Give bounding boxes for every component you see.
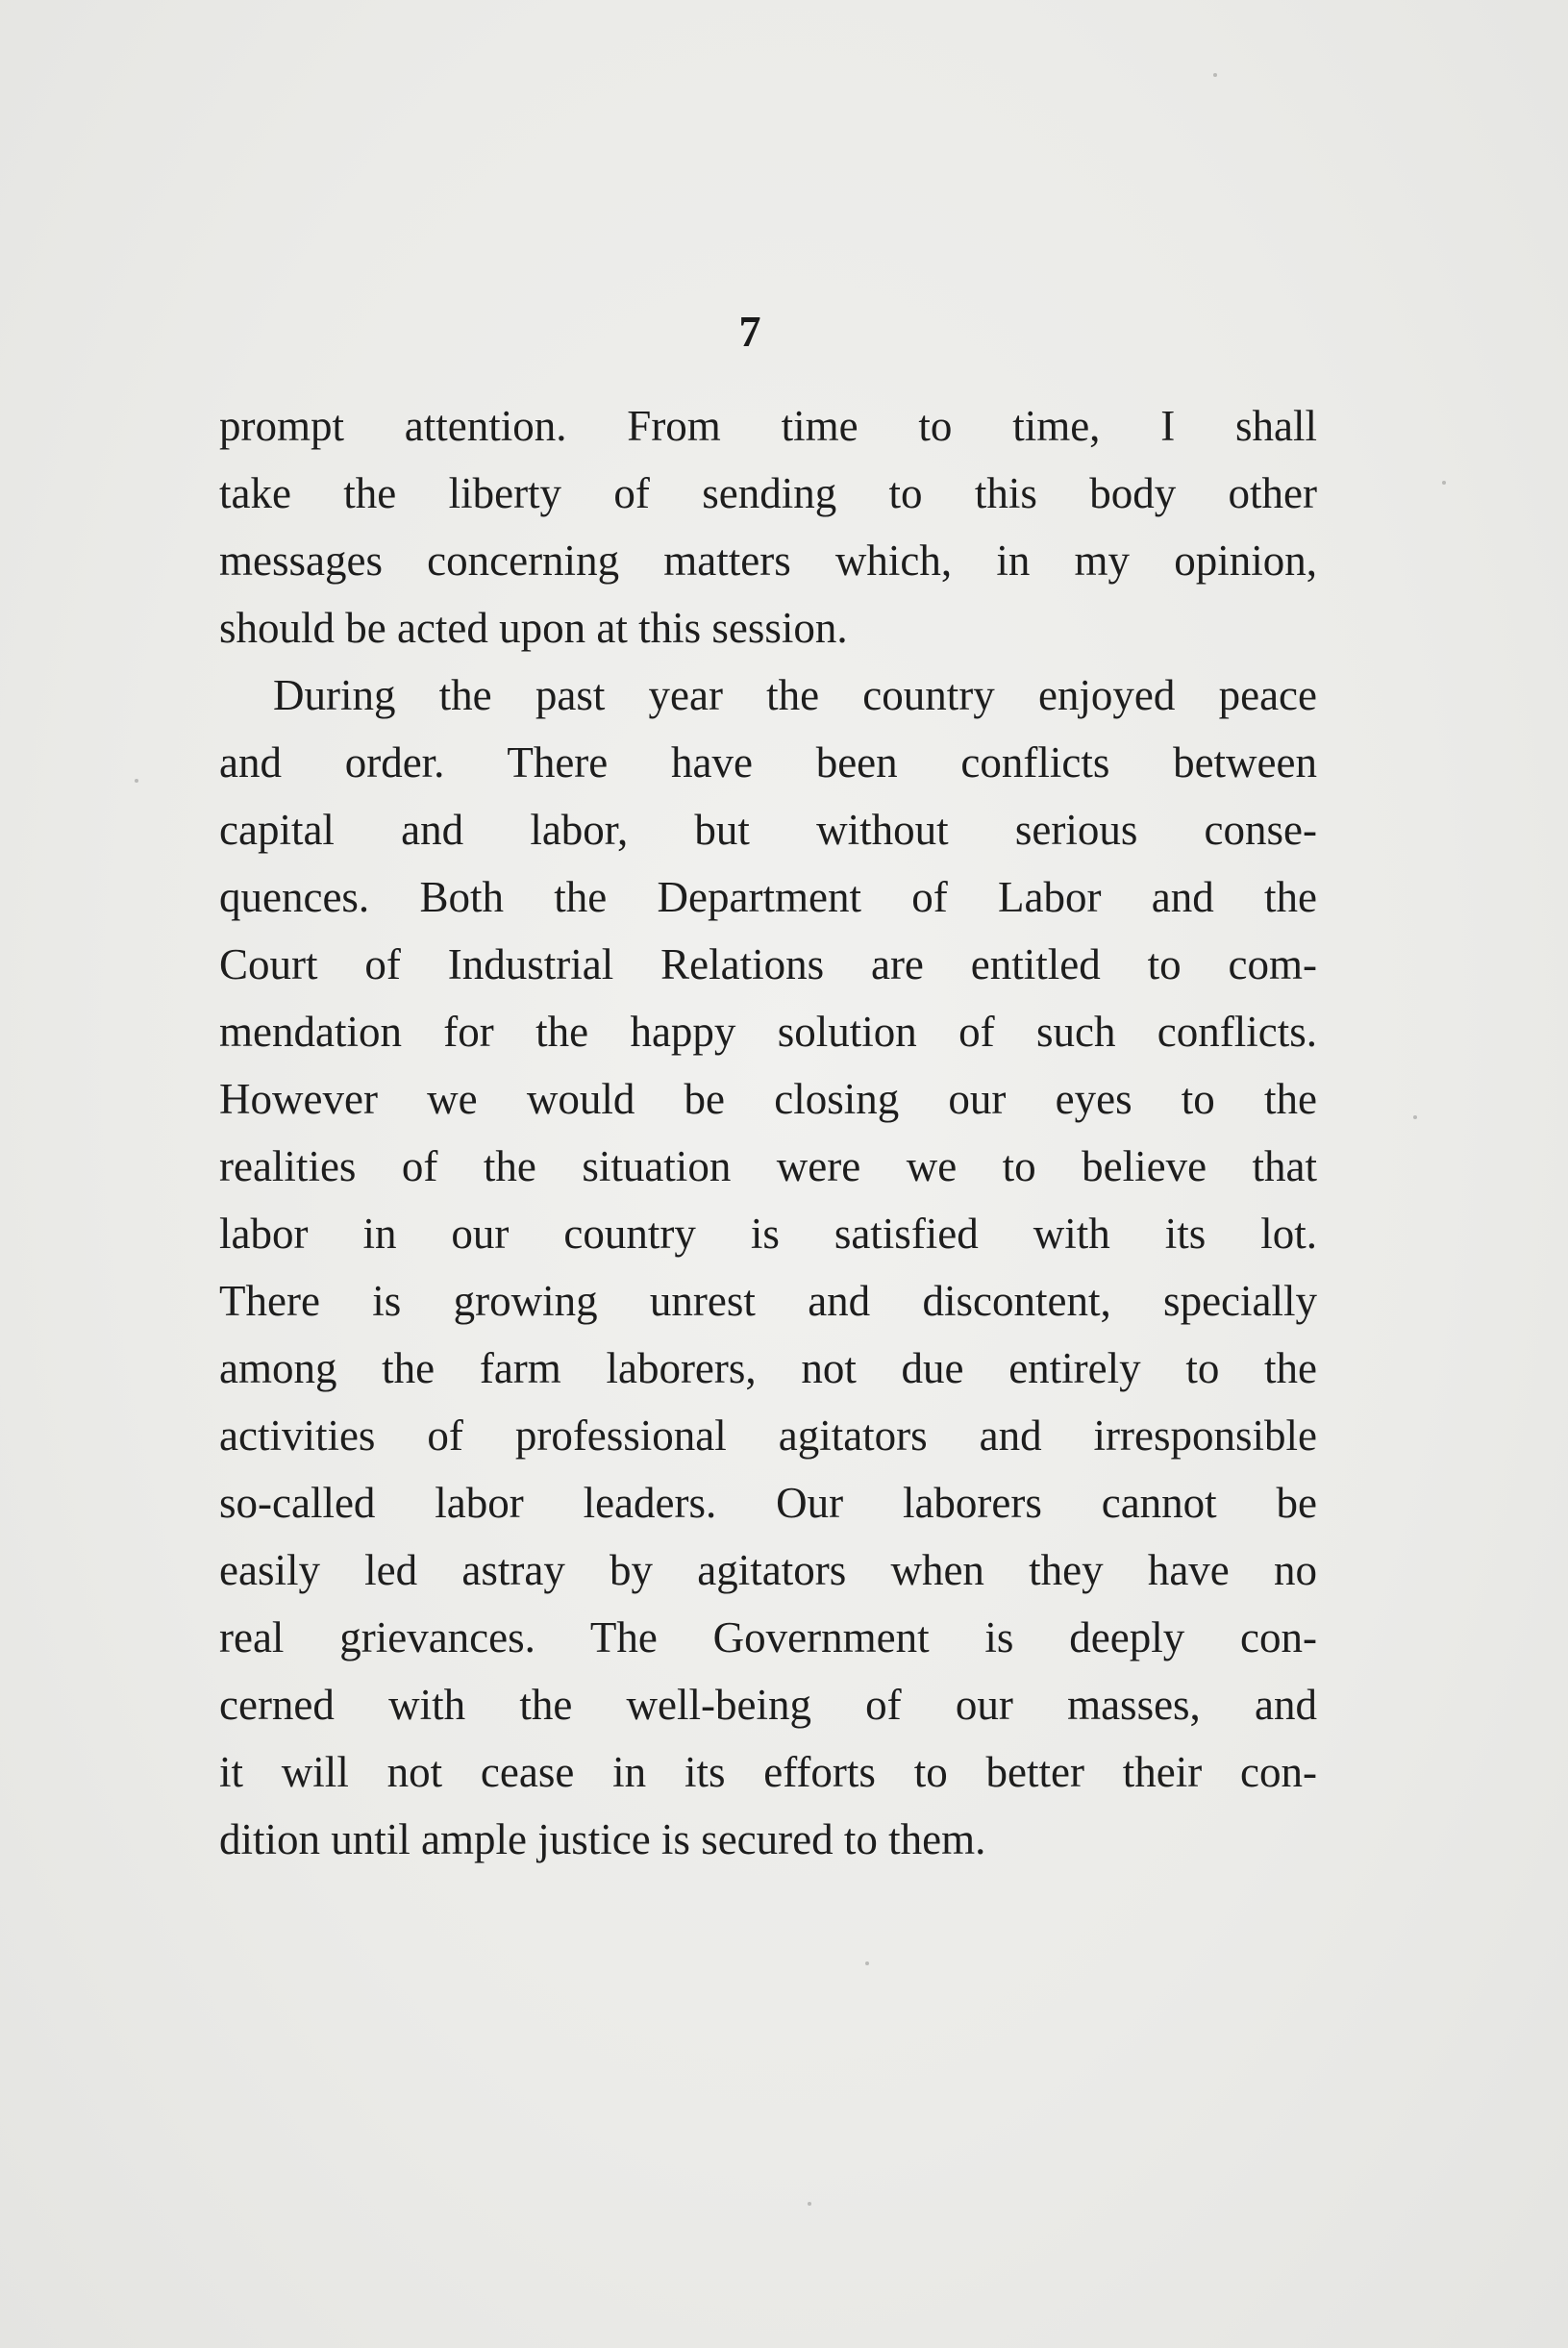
paper-speck	[1442, 481, 1446, 485]
text-line: take the liberty of sending to this body other	[219, 469, 1317, 517]
text-line: realities of the situation were we to believe that	[219, 1142, 1317, 1190]
text-line: and order. There have been conflicts between	[219, 738, 1317, 787]
text-line: dition until ample justice is secured to them.	[219, 1815, 986, 1863]
text-line: capital and labor, but without serious conse-	[219, 806, 1317, 854]
paper-speck	[135, 779, 138, 783]
text-line: should be acted upon at this session.	[219, 604, 848, 652]
text-line: real grievances. The Government is deeply con-	[219, 1613, 1317, 1661]
paragraph-1	[219, 392, 1317, 662]
text-line: labor in our country is satisfied with its lot.	[219, 1210, 1317, 1258]
text-line: activities of professional agitators and irresponsible	[219, 1411, 1317, 1460]
paper-speck	[1413, 1115, 1417, 1119]
text-line: messages concerning matters which, in my opinion,	[219, 537, 1317, 585]
text-line: easily led astray by agitators when they have no	[219, 1546, 1317, 1594]
paragraph-2	[219, 662, 1317, 1873]
text-line: it will not cease in its efforts to better their con-	[219, 1748, 1317, 1796]
paper-speck	[865, 1961, 869, 1965]
text-line: However we would be closing our eyes to the	[219, 1075, 1317, 1123]
paper-speck	[808, 2202, 811, 2206]
text-line: There is growing unrest and discontent, specially	[219, 1277, 1317, 1325]
text-line: mendation for the happy solution of such conflicts.	[219, 1008, 1317, 1056]
text-line: During the past year the country enjoyed peace	[273, 671, 1317, 719]
text-line: cerned with the well-being of our masses, and	[219, 1681, 1317, 1729]
page-number: 7	[738, 307, 761, 356]
body-text	[219, 392, 1317, 1873]
text-line: among the farm laborers, not due entirely to the	[219, 1344, 1317, 1392]
paper-speck	[1213, 73, 1217, 77]
text-line: prompt attention. From time to time, I shall	[219, 402, 1317, 450]
text-line: Court of Industrial Relations are entitled to com-	[219, 940, 1317, 988]
text-line: quences. Both the Department of Labor and the	[219, 873, 1317, 921]
text-line: so-called labor leaders. Our laborers cannot be	[219, 1479, 1317, 1527]
